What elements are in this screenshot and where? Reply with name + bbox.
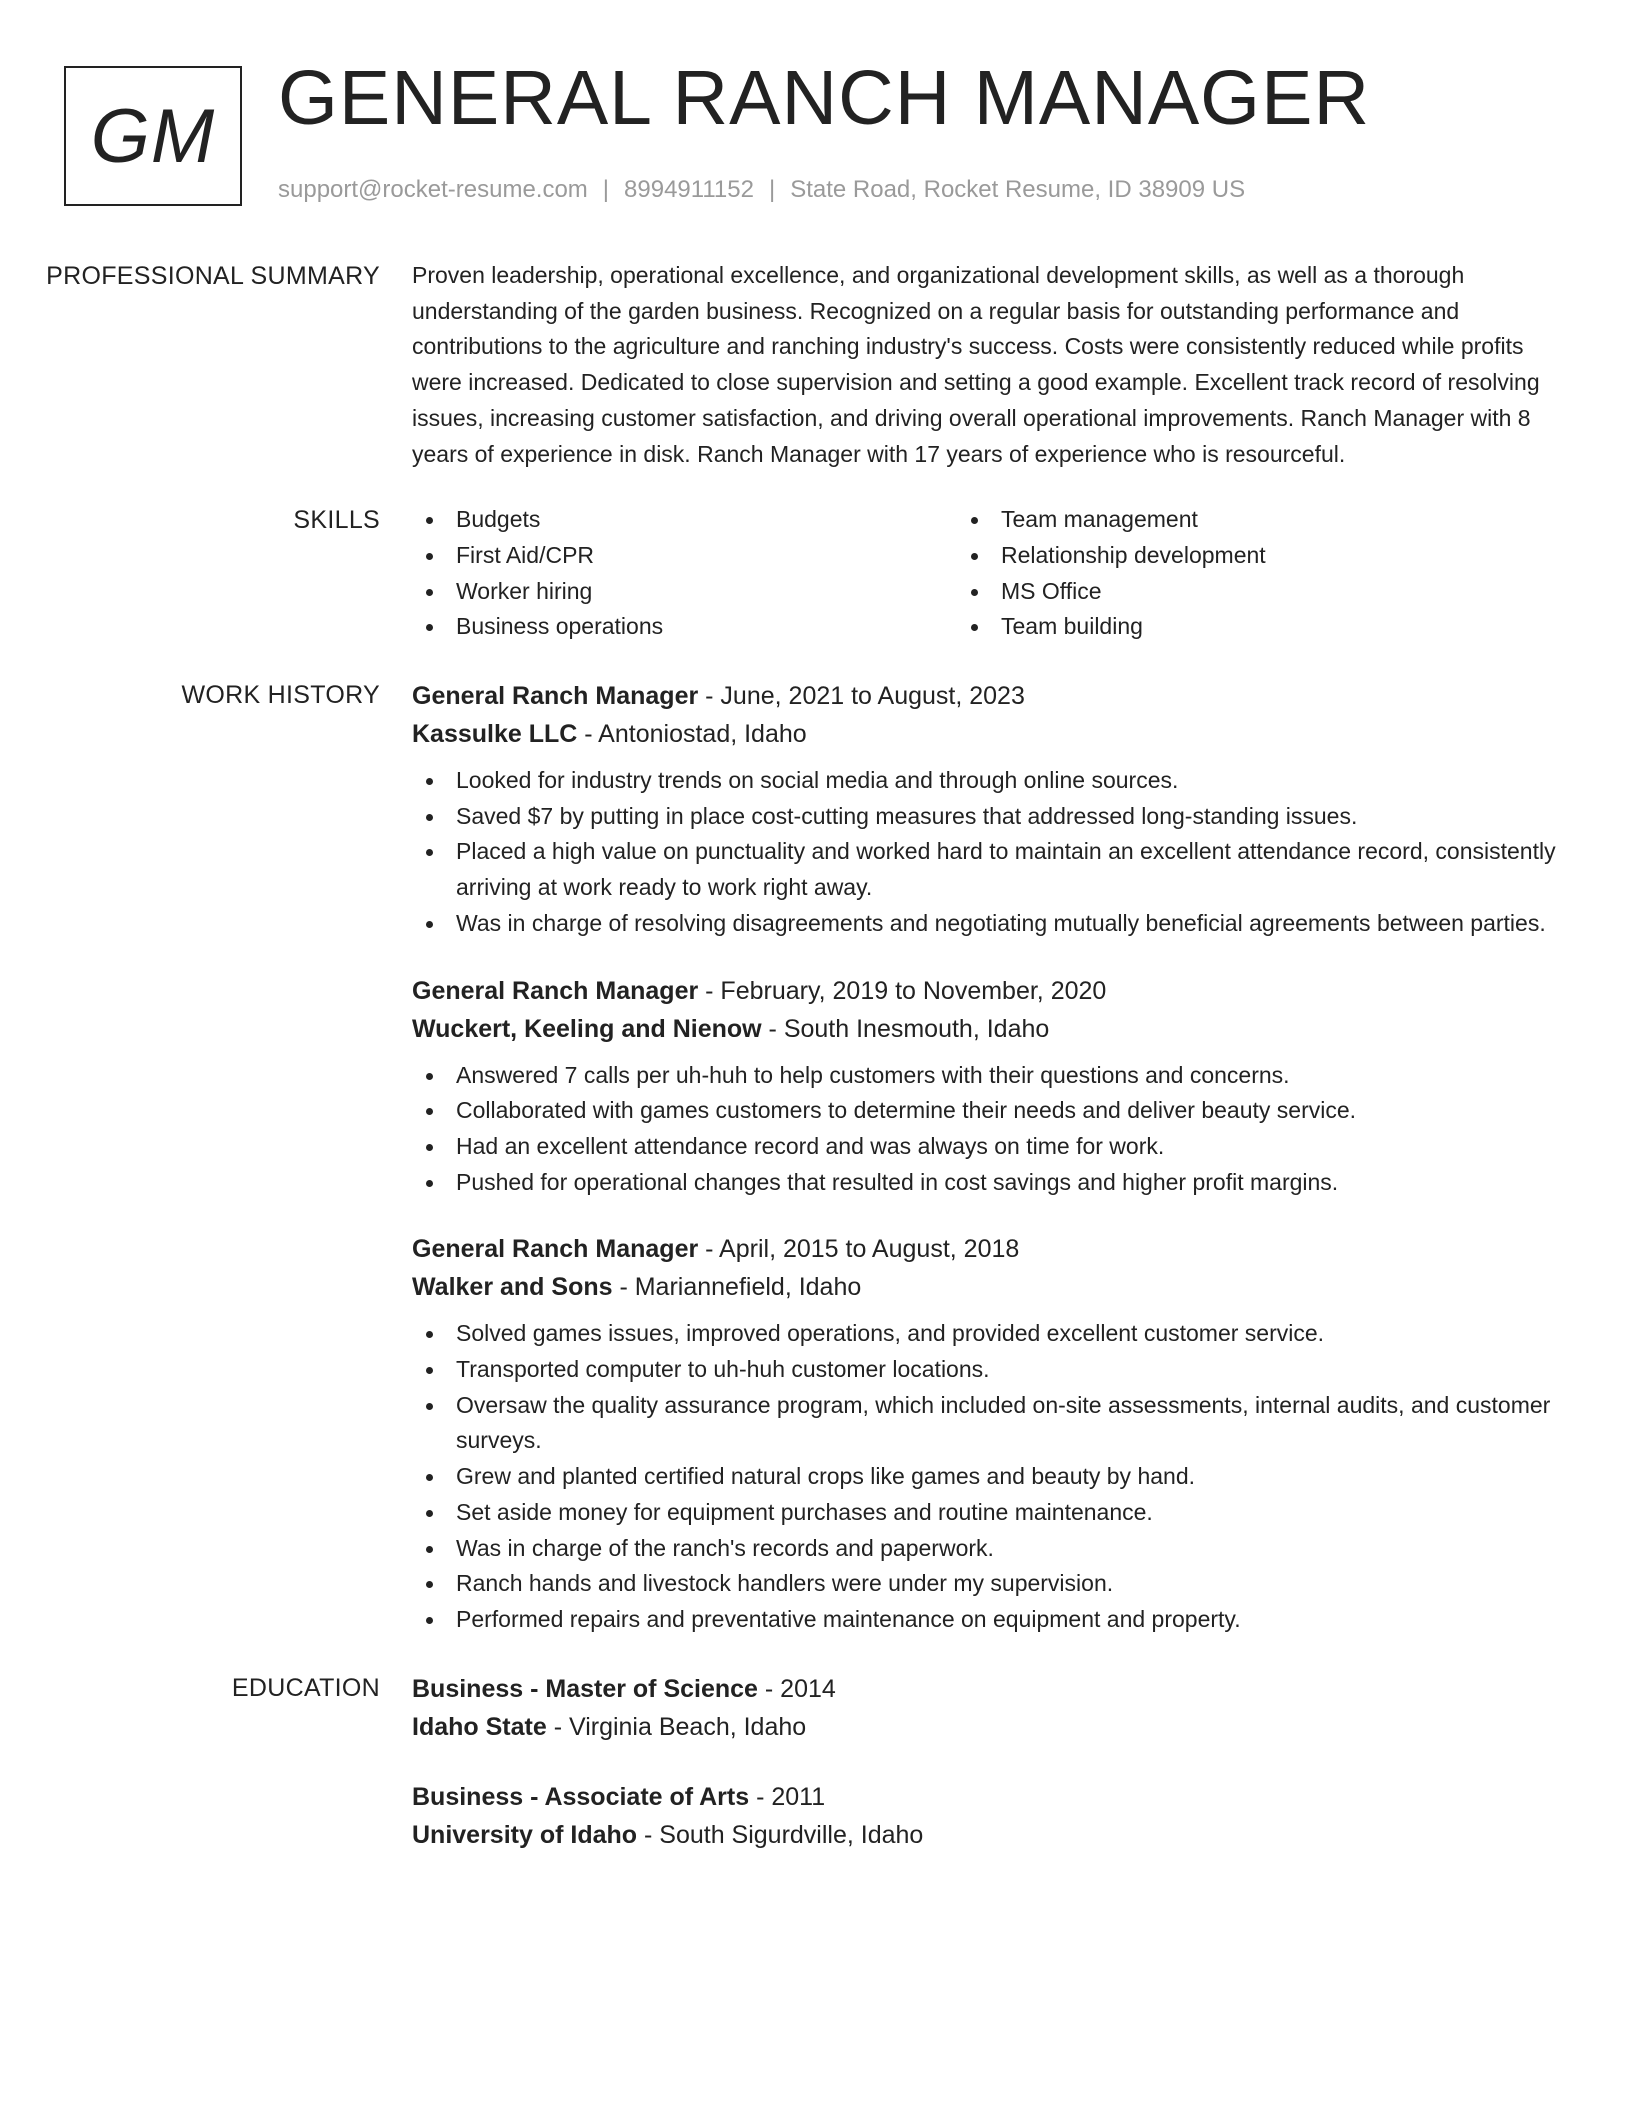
skill-item: Business operations	[412, 609, 957, 645]
job-bullet: Transported computer to uh-huh customer locations.	[412, 1352, 1562, 1388]
skill-item: Team management	[957, 502, 1457, 538]
skill-item: MS Office	[957, 574, 1457, 610]
education-year: - 2011	[749, 1782, 826, 1811]
education-degree: Business - Master of Science	[412, 1674, 758, 1703]
job-dates: - April, 2015 to August, 2018	[698, 1235, 1020, 1264]
job-bullet: Ranch hands and livestock handlers were under my supervision.	[412, 1566, 1562, 1602]
education-location: - South Sigurdville, Idaho	[637, 1820, 924, 1849]
education-degree: Business - Associate of Arts	[412, 1782, 750, 1811]
resume-sections	[0, 258, 1632, 1854]
job-title: General Ranch Manager	[412, 1235, 699, 1264]
contact-phone: 8994911152	[624, 176, 754, 203]
job-entry	[412, 972, 1562, 1201]
job-title: General Ranch Manager	[412, 682, 699, 711]
job-bullet: Looked for industry trends on social media and through online sources.	[412, 763, 1562, 799]
job-bullet: Placed a high value on punctuality and worked hard to maintain an excellent attendance record, consistently arriving at work ready to work right away.	[412, 834, 1562, 905]
job-bullet: Performed repairs and preventative maintenance on equipment and property.	[412, 1602, 1562, 1638]
contact-line	[278, 176, 1245, 204]
work-history-section	[0, 677, 1632, 1638]
job-bullet: Had an excellent attendance record and was always on time for work.	[412, 1129, 1562, 1165]
job-location: - Antoniostad, Idaho	[577, 720, 807, 749]
monogram-box: GM	[64, 66, 242, 206]
education-heading: EDUCATION	[231, 1673, 380, 1702]
job-bullet: Saved $7 by putting in place cost-cutting measures that addressed long-standing issues.	[412, 799, 1562, 835]
skill-item: Team building	[957, 609, 1457, 645]
job-title-line	[412, 677, 1562, 715]
job-bullets	[412, 1058, 1562, 1201]
job-company: Kassulke LLC	[412, 720, 578, 749]
job-bullet: Solved games issues, improved operations, and provided excellent customer service.	[412, 1316, 1562, 1352]
education-school-line	[412, 1708, 1562, 1746]
job-company: Walker and Sons	[412, 1273, 613, 1302]
job-dates: - June, 2021 to August, 2023	[698, 682, 1025, 711]
summary-section	[0, 258, 1632, 472]
education-school: University of Idaho	[412, 1820, 638, 1849]
job-entry	[412, 677, 1562, 942]
job-company-line	[412, 1268, 1562, 1306]
job-bullets	[412, 1316, 1562, 1637]
education-entry	[412, 1670, 1562, 1746]
job-title: General Ranch Manager	[412, 976, 699, 1005]
skills-heading: SKILLS	[293, 506, 380, 535]
job-bullet: Grew and planted certified natural crops like games and beauty by hand.	[412, 1459, 1562, 1495]
job-bullet: Was in charge of the ranch's records and paperwork.	[412, 1531, 1562, 1567]
summary-heading: PROFESSIONAL SUMMARY	[46, 262, 380, 290]
job-bullet: Answered 7 calls per uh-huh to help customers with their questions and concerns.	[412, 1058, 1562, 1094]
education-section	[0, 1670, 1632, 1854]
skill-item: First Aid/CPR	[412, 538, 957, 574]
job-company-line	[412, 715, 1562, 753]
job-location: - South Inesmouth, Idaho	[761, 1014, 1050, 1043]
job-location: - Mariannefield, Idaho	[612, 1273, 862, 1302]
education-school: Idaho State	[412, 1712, 547, 1741]
job-bullet: Pushed for operational changes that resulted in cost savings and higher profit margins.	[412, 1165, 1562, 1201]
contact-separator: |	[768, 176, 776, 203]
contact-address: State Road, Rocket Resume, ID 38909 US	[790, 176, 1246, 203]
education-degree-line	[412, 1670, 1562, 1708]
skill-item: Budgets	[412, 502, 957, 538]
education-school-line	[412, 1816, 1562, 1854]
skill-item: Relationship development	[957, 538, 1457, 574]
summary-text: Proven leadership, operational excellence, and organizational development skills, as well as a thorough understanding of the garden business. Recognized on a regular basis for outstanding performance and contributions to the agriculture and ranching industry's success. Costs were consistently reduced while profits were increased. Dedicated to close supervision and setting a good example. Excellent track record of resolving issues, increasing customer satisfaction, and driving overall operational improvements. Ranch Manager with 8 years of experience in disk. Ranch Manager with 17 years of experience who is resourceful.	[412, 262, 1540, 467]
job-bullet: Oversaw the quality assurance program, which included on-site assessments, internal audits, and customer surveys.	[412, 1388, 1562, 1459]
resume-name-title: GENERAL RANCH MANAGER	[278, 55, 1371, 141]
job-bullet: Collaborated with games customers to determine their needs and deliver beauty service.	[412, 1093, 1562, 1129]
skill-item: Worker hiring	[412, 574, 957, 610]
job-title-line	[412, 972, 1562, 1010]
education-location: - Virginia Beach, Idaho	[546, 1712, 807, 1741]
job-bullets	[412, 763, 1562, 942]
job-company-line	[412, 1010, 1562, 1048]
job-company: Wuckert, Keeling and Nienow	[412, 1014, 762, 1043]
contact-separator: |	[602, 176, 610, 203]
education-entry	[412, 1778, 1562, 1854]
job-bullet: Set aside money for equipment purchases and routine maintenance.	[412, 1495, 1562, 1531]
job-entry	[412, 1230, 1562, 1637]
job-bullet: Was in charge of resolving disagreements and negotiating mutually beneficial agreements between parties.	[412, 906, 1562, 942]
job-dates: - February, 2019 to November, 2020	[698, 976, 1107, 1005]
work-history-heading: WORK HISTORY	[181, 681, 380, 710]
skills-list	[412, 502, 1562, 645]
job-title-line	[412, 1230, 1562, 1268]
contact-email: support@rocket-resume.com	[278, 176, 588, 203]
education-year: - 2014	[757, 1674, 836, 1703]
skills-section	[0, 502, 1632, 645]
education-degree-line	[412, 1778, 1562, 1816]
